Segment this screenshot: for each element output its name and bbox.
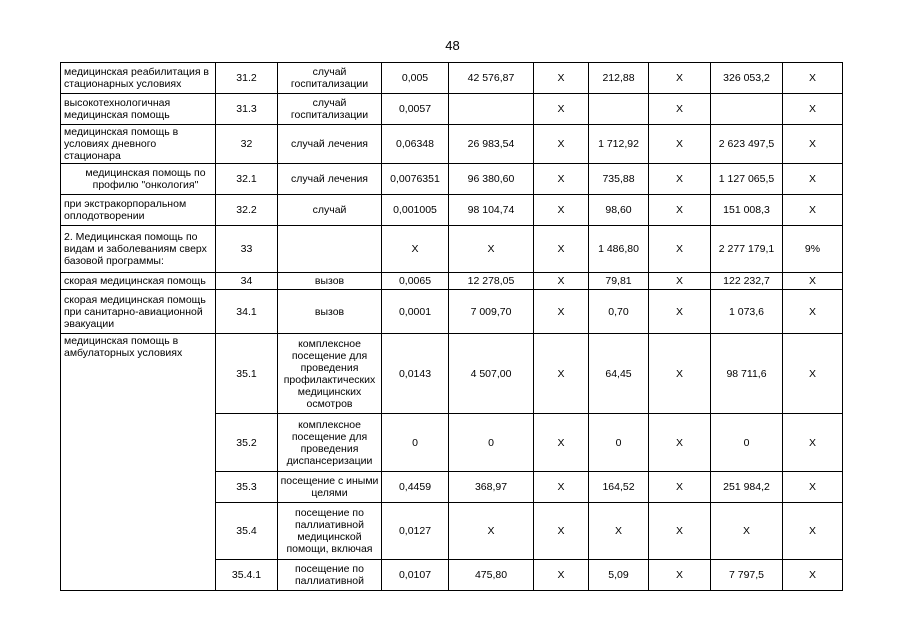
- row-c10: X: [783, 195, 843, 226]
- row-name: скорая медицинская помощь: [61, 273, 216, 290]
- row-unit: случай лечения: [278, 125, 382, 164]
- row-c6: X: [534, 503, 589, 560]
- row-code: 35.4: [216, 503, 278, 560]
- row-c7: [589, 94, 649, 125]
- row-c9: 1 073,6: [711, 290, 783, 334]
- row-c9: 251 984,2: [711, 472, 783, 503]
- tariff-table: [60, 62, 843, 591]
- page-number: 48: [445, 38, 460, 53]
- row-norm: 0,0127: [382, 503, 449, 560]
- row-norm: 0,0076351: [382, 164, 449, 195]
- row-cost: 98 104,74: [449, 195, 534, 226]
- row-name: медицинская помощь в амбулаторных условиях: [61, 334, 216, 591]
- row-unit: комплексное посещение для проведения диспансеризации: [278, 414, 382, 472]
- row-c6: X: [534, 63, 589, 94]
- row-unit: случай госпитализации: [278, 94, 382, 125]
- row-name: медицинская помощь в условиях дневного стационара: [61, 125, 216, 164]
- row-norm: 0,4459: [382, 472, 449, 503]
- row-cost: [449, 94, 534, 125]
- row-c10: 9%: [783, 226, 843, 273]
- row-c9: 151 008,3: [711, 195, 783, 226]
- row-unit: посещение с иными целями: [278, 472, 382, 503]
- row-code: 32.2: [216, 195, 278, 226]
- row-c8: X: [649, 164, 711, 195]
- row-cost: X: [449, 503, 534, 560]
- row-c8: X: [649, 63, 711, 94]
- row-code: 31.2: [216, 63, 278, 94]
- row-c8: X: [649, 290, 711, 334]
- row-code: 35.3: [216, 472, 278, 503]
- row-c6: X: [534, 273, 589, 290]
- row-cost: 7 009,70: [449, 290, 534, 334]
- row-cost: 368,97: [449, 472, 534, 503]
- table-row: [61, 290, 843, 334]
- row-c7: 0: [589, 414, 649, 472]
- row-c8: X: [649, 94, 711, 125]
- row-code: 35.4.1: [216, 560, 278, 591]
- row-cost: 475,80: [449, 560, 534, 591]
- row-code: 34: [216, 273, 278, 290]
- row-c9: 7 797,5: [711, 560, 783, 591]
- row-c6: X: [534, 125, 589, 164]
- row-c7: 64,45: [589, 334, 649, 414]
- row-c9: 2 277 179,1: [711, 226, 783, 273]
- row-c9: 326 053,2: [711, 63, 783, 94]
- row-c7: 0,70: [589, 290, 649, 334]
- row-unit: случай: [278, 195, 382, 226]
- row-norm: 0,0107: [382, 560, 449, 591]
- row-cost: X: [449, 226, 534, 273]
- row-norm: 0,001005: [382, 195, 449, 226]
- row-c7: 212,88: [589, 63, 649, 94]
- row-c8: X: [649, 414, 711, 472]
- row-code: 32: [216, 125, 278, 164]
- row-code: 34.1: [216, 290, 278, 334]
- row-name: [61, 164, 216, 195]
- row-norm: 0,06348: [382, 125, 449, 164]
- row-name: высокотехнологичная медицинская помощь: [61, 94, 216, 125]
- row-c6: X: [534, 472, 589, 503]
- row-name-text: медицинская помощь по профилю "онкология": [85, 167, 206, 191]
- row-unit: [278, 226, 382, 273]
- row-c10: X: [783, 334, 843, 414]
- row-c7: 164,52: [589, 472, 649, 503]
- row-unit: вызов: [278, 273, 382, 290]
- row-unit: посещение по паллиативной: [278, 560, 382, 591]
- row-code: 31.3: [216, 94, 278, 125]
- row-c9: X: [711, 503, 783, 560]
- row-c10: X: [783, 273, 843, 290]
- row-c8: X: [649, 195, 711, 226]
- row-c7: 98,60: [589, 195, 649, 226]
- row-name: медицинская реабилитация в стационарных условиях: [61, 63, 216, 94]
- row-unit: случай госпитализации: [278, 63, 382, 94]
- row-cost: 96 380,60: [449, 164, 534, 195]
- row-c9: 2 623 497,5: [711, 125, 783, 164]
- row-name: при экстракорпоральном оплодотворении: [61, 195, 216, 226]
- row-c6: X: [534, 290, 589, 334]
- table-row: [61, 195, 843, 226]
- row-c10: X: [783, 290, 843, 334]
- row-code: 35.1: [216, 334, 278, 414]
- row-c7: 5,09: [589, 560, 649, 591]
- row-c9: 122 232,7: [711, 273, 783, 290]
- row-c7: 735,88: [589, 164, 649, 195]
- row-cost: 42 576,87: [449, 63, 534, 94]
- row-c8: X: [649, 560, 711, 591]
- table-row: [61, 226, 843, 273]
- row-code: 33: [216, 226, 278, 273]
- row-norm: 0,0143: [382, 334, 449, 414]
- table-row: [61, 334, 843, 414]
- row-c8: X: [649, 503, 711, 560]
- row-c10: X: [783, 125, 843, 164]
- row-c6: X: [534, 195, 589, 226]
- row-norm: 0: [382, 414, 449, 472]
- row-norm: 0,0057: [382, 94, 449, 125]
- row-c6: X: [534, 334, 589, 414]
- row-norm: 0,0001: [382, 290, 449, 334]
- row-c6: X: [534, 560, 589, 591]
- row-cost: 0: [449, 414, 534, 472]
- row-c8: X: [649, 273, 711, 290]
- row-name: 2. Медицинская помощь по видам и заболеваниям сверх базовой программы:: [61, 226, 216, 273]
- row-name: скорая медицинская помощь при санитарно-авиационной эвакуации: [61, 290, 216, 334]
- row-c9: 98 711,6: [711, 334, 783, 414]
- row-norm: X: [382, 226, 449, 273]
- table-row: [61, 164, 843, 195]
- row-unit: случай лечения: [278, 164, 382, 195]
- row-c6: X: [534, 226, 589, 273]
- row-code: 32.1: [216, 164, 278, 195]
- row-cost: 26 983,54: [449, 125, 534, 164]
- row-code: 35.2: [216, 414, 278, 472]
- row-c10: X: [783, 414, 843, 472]
- row-c7: 1 486,80: [589, 226, 649, 273]
- row-c6: X: [534, 414, 589, 472]
- row-c7: X: [589, 503, 649, 560]
- row-c6: X: [534, 164, 589, 195]
- table-row: [61, 63, 843, 94]
- table-row: [61, 94, 843, 125]
- row-unit: посещение по паллиативной медицинской помощи, включая: [278, 503, 382, 560]
- row-c9: 1 127 065,5: [711, 164, 783, 195]
- table-row: [61, 273, 843, 290]
- row-norm: 0,0065: [382, 273, 449, 290]
- row-c10: X: [783, 472, 843, 503]
- row-c10: X: [783, 63, 843, 94]
- row-c9: [711, 94, 783, 125]
- row-c10: X: [783, 503, 843, 560]
- table-row: [61, 125, 843, 164]
- row-norm: 0,005: [382, 63, 449, 94]
- row-c9: 0: [711, 414, 783, 472]
- row-unit: вызов: [278, 290, 382, 334]
- row-unit: комплексное посещение для проведения профилактических медицинских осмотров: [278, 334, 382, 414]
- row-c10: X: [783, 164, 843, 195]
- row-c7: 1 712,92: [589, 125, 649, 164]
- row-cost: 4 507,00: [449, 334, 534, 414]
- row-c8: X: [649, 226, 711, 273]
- row-c8: X: [649, 125, 711, 164]
- row-c7: 79,81: [589, 273, 649, 290]
- row-c8: X: [649, 334, 711, 414]
- row-c10: X: [783, 94, 843, 125]
- row-c6: X: [534, 94, 589, 125]
- row-c8: X: [649, 472, 711, 503]
- row-c10: X: [783, 560, 843, 591]
- row-cost: 12 278,05: [449, 273, 534, 290]
